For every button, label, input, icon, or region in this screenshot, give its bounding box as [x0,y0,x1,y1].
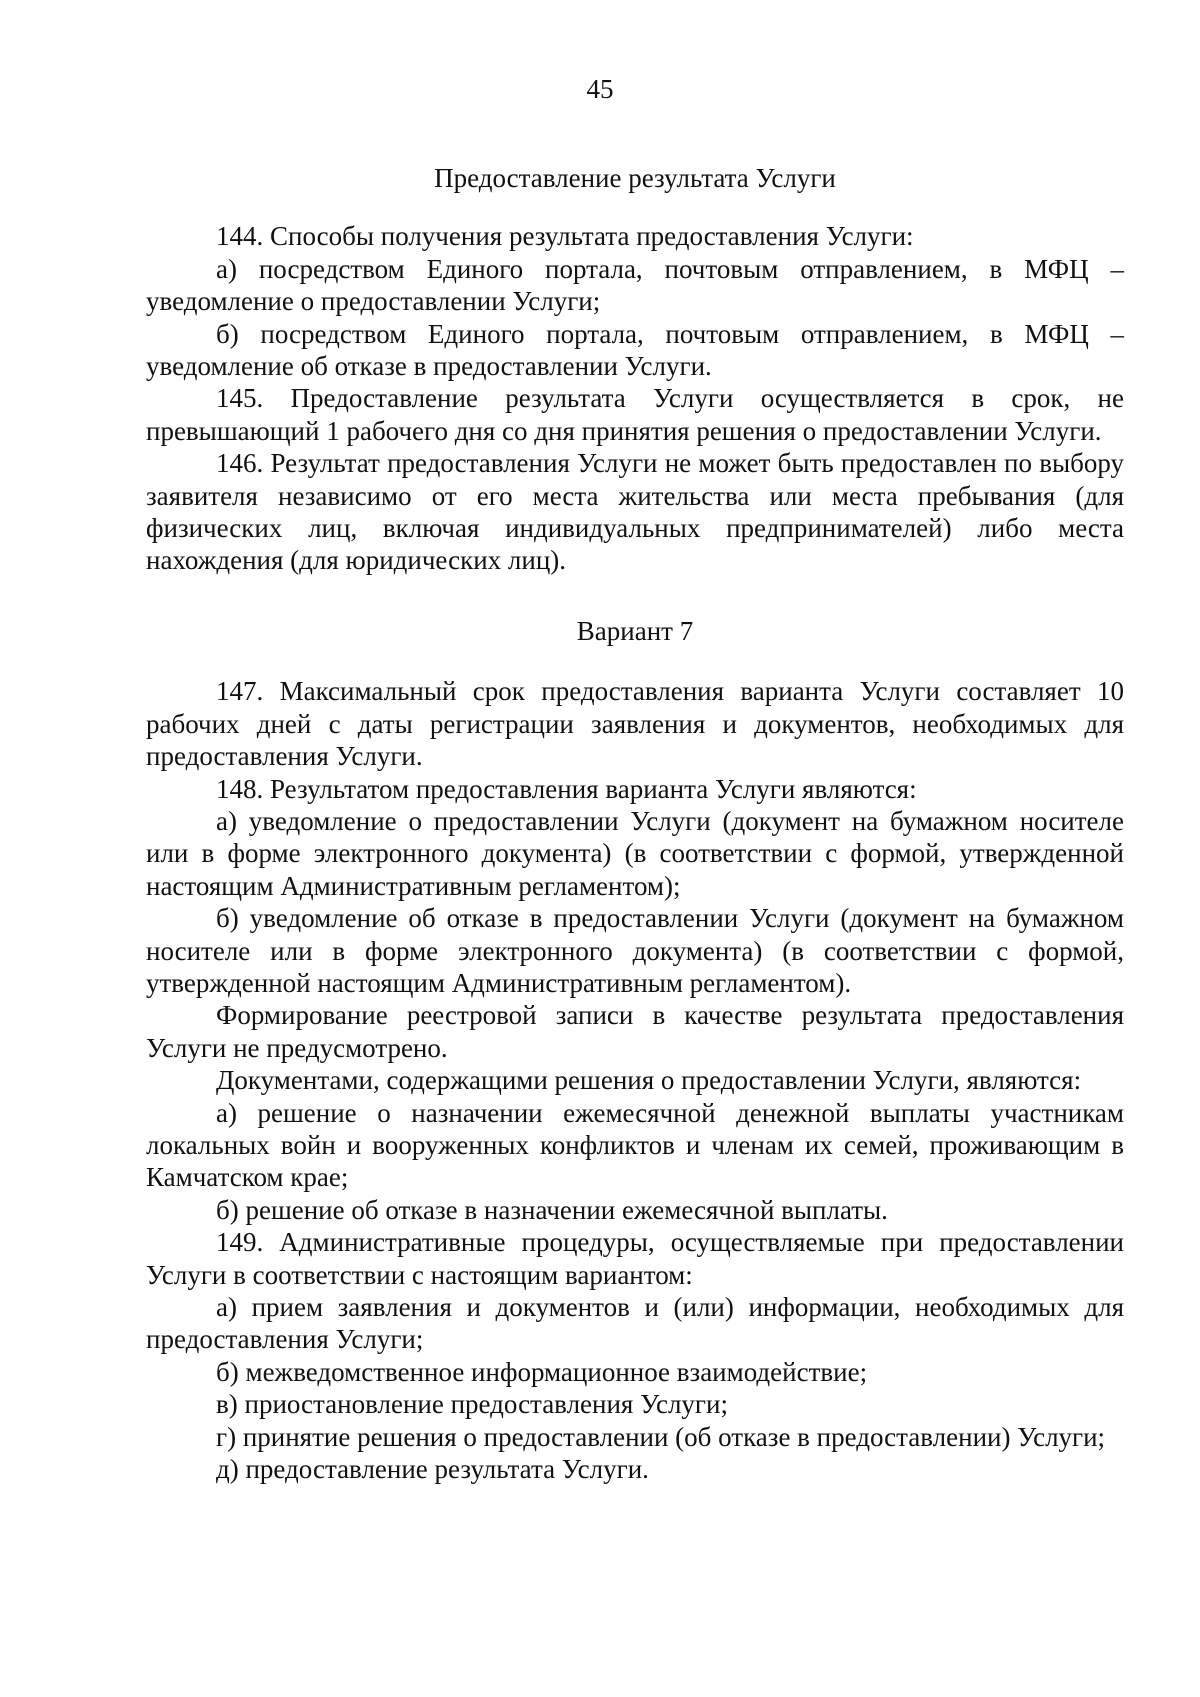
page-number: 45 [586,74,614,104]
paragraph-decision-b: б) решение об отказе в назначении ежемесячной выплаты. [216,1194,888,1225]
paragraph-144-b: б) посредством Единого портала, почтовым отправлением, в МФЦ – уведомление об отказе в предоставлении Услуги. [146,318,1124,382]
paragraph-149-e: д) предоставление результата Услуги. [216,1454,649,1485]
paragraph-149-d: г) принятие решения о предоставлении (об отказе в предоставлении) Услуги; [216,1421,1106,1452]
paragraph-146: 146. Результат предоставления Услуги не может быть предоставлен по выбору заявителя независимо от его места жительства или места пребывания (для физических лиц, включая индивидуальных предпринимателей) либо места нахождения (для юридических лиц). [146,448,1124,576]
paragraph-145: 145. Предоставление результата Услуги осуществляется в срок, не превышающий 1 рабочего дня со дня принятия решения о предоставлении Услуги. [146,383,1124,446]
paragraph-148-b: б) уведомление об отказе в предоставлении Услуги (документ на бумажном носителе или в форме электронного документа) (в соответствии с формой, утвержденной настоящим Административным регламентом). [146,903,1124,998]
paragraph-registry-record: Формирование реестровой записи в качестве результата предоставления Услуги не предусмотрено. [146,1000,1124,1063]
paragraph-144: 144. Способы получения результата предоставления Услуги: [216,221,914,252]
paragraph-148: 148. Результатом предоставления варианта Услуги являются: [216,773,917,804]
paragraph-decision-documents: Документами, содержащими решения о предоставлении Услуги, являются: [216,1065,1082,1096]
paragraph-149: 149. Административные процедуры, осуществляемые при предоставлении Услуги в соответствии с настоящим вариантом: [146,1227,1124,1290]
paragraph-decision-a: а) решение о назначении ежемесячной денежной выплаты участникам локальных войн и вооруженных конфликтов и членам их семей, проживающим в Камчатском крае; [146,1097,1124,1193]
paragraph-149-c: в) приостановление предоставления Услуги; [216,1389,728,1420]
paragraph-148-a: а) уведомление о предоставлении Услуги (документ на бумажном носителе или в форме электронного документа) (в соответствии с формой, утвержденной настоящим Административным регламентом); [146,805,1124,901]
section-heading-result: Предоставление результата Услуги [434,163,836,193]
paragraph-144-a: а) посредством Единого портала, почтовым отправлением, в МФЦ – уведомление о предоставлении Услуги; [146,253,1124,317]
paragraph-147: 147. Максимальный срок предоставления варианта Услуги составляет 10 рабочих дней с даты регистрации заявления и документов, необходимых для предоставления Услуги. [146,676,1124,772]
paragraph-149-a: а) прием заявления и документов и (или) информации, необходимых для предоставления Услуги; [146,1292,1124,1355]
section-heading-variant-7: Вариант 7 [576,615,694,646]
paragraph-149-b: б) межведомственное информационное взаимодействие; [216,1356,868,1387]
document-body [146,162,1124,1485]
